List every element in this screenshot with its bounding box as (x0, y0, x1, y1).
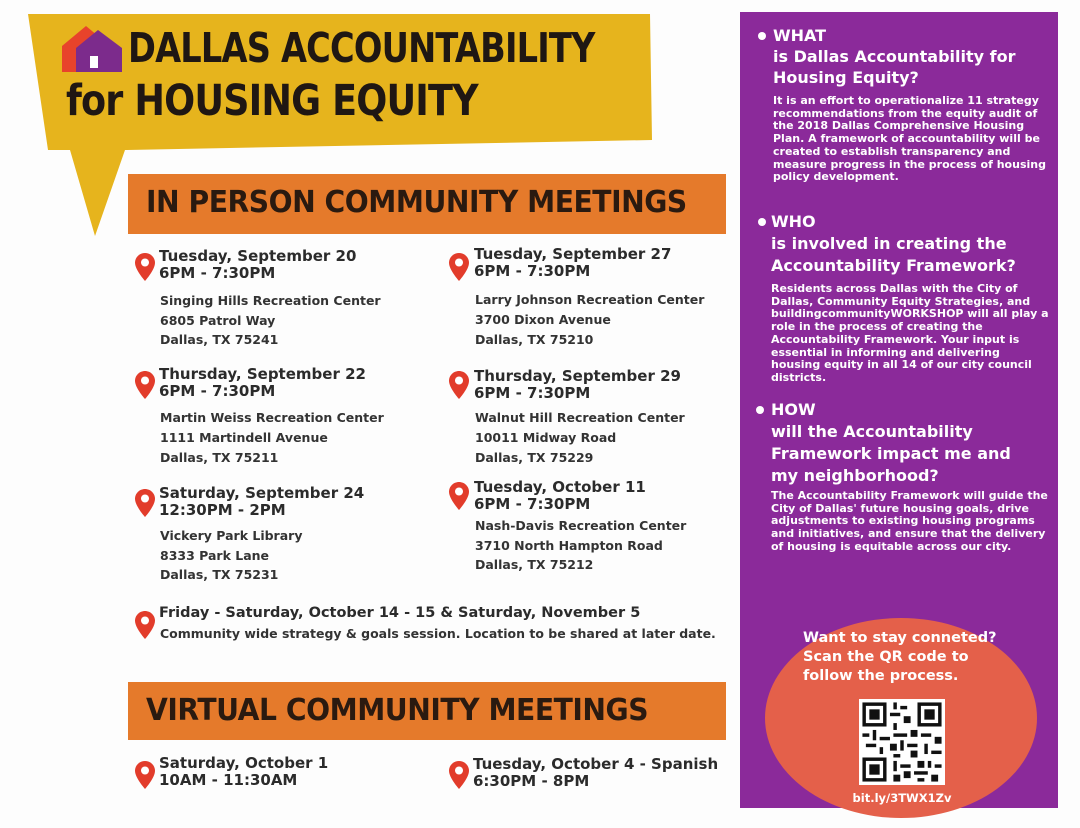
title-line-2: for HOUSING EQUITY (66, 76, 478, 126)
location-pin-icon (134, 610, 156, 640)
meeting-date: Thursday, September 29 (474, 367, 681, 385)
what-question-1: is Dallas Accountability for (773, 47, 1016, 66)
meeting-date: Tuesday, October 11 (474, 478, 646, 496)
meeting-time: 12:30PM - 2PM (159, 501, 286, 519)
bullet-icon (758, 32, 766, 40)
meeting-location: Nash-Davis Recreation Center (475, 518, 687, 533)
meeting-time: 6PM - 7:30PM (474, 262, 591, 280)
virtual-heading-text: VIRTUAL COMMUNITY MEETINGS (146, 693, 649, 728)
who-answer: Residents across Dallas with the City of Dallas, Community Equity Strategies, and buildingcommunityWORKSHOP will all play a role in the process of creating the Accountability Framework. Your input is essential in informing and delivering housing equity in all 14 of our city council districts. (771, 282, 1049, 384)
location-pin-icon (448, 481, 470, 511)
who-question-2: Accountability Framework? (771, 256, 1016, 275)
meeting-city: Dallas, TX 75210 (475, 332, 594, 347)
in-person-heading-text: IN PERSON COMMUNITY MEETINGS (146, 185, 687, 220)
bullet-icon (758, 218, 766, 226)
how-question-1: will the Accountability (771, 422, 973, 441)
qr-code-icon[interactable] (859, 699, 945, 785)
virtual-heading (128, 682, 726, 740)
meeting-time: 6:30PM - 8PM (473, 772, 590, 790)
meeting-date: Tuesday, October 4 - Spanish (473, 755, 719, 773)
cta-text: Want to stay conneted? Scan the QR code to follow the process. (803, 630, 997, 684)
house-icon (60, 22, 124, 76)
how-answer: The Accountability Framework will guide the City of Dallas' future housing goals, drive adjustments to existing housing programs and initiatives, and ensure that the delivery of housing is equitable across our city. (771, 489, 1048, 553)
meeting-city: Dallas, TX 75211 (160, 450, 279, 465)
short-url-link[interactable]: bit.ly/3TWX1Zv (852, 791, 952, 805)
meeting-date: Saturday, October 1 (159, 754, 329, 772)
meeting-time: 6PM - 7:30PM (159, 382, 276, 400)
meeting-location: Singing Hills Recreation Center (160, 293, 381, 308)
meeting-city: Dallas, TX 75231 (160, 567, 279, 582)
how-question-2: Framework impact me and (771, 444, 1011, 463)
session-description: Community wide strategy & goals session. Location to be shared at later date. (160, 626, 716, 641)
meeting-date: Saturday, September 24 (159, 484, 365, 502)
meeting-street: 3710 North Hampton Road (475, 538, 663, 553)
meeting-street: 10011 Midway Road (475, 430, 617, 445)
meeting-location: Vickery Park Library (160, 528, 303, 543)
how-question-3: my neighborhood? (771, 466, 939, 485)
what-question-2: Housing Equity? (773, 68, 919, 87)
location-pin-icon (448, 252, 470, 282)
location-pin-icon (448, 760, 470, 790)
location-pin-icon (448, 370, 470, 400)
title-line-1: DALLAS ACCOUNTABILITY (128, 24, 595, 72)
meeting-location: Larry Johnson Recreation Center (475, 292, 705, 307)
how-label: HOW (771, 400, 816, 419)
in-person-heading (128, 174, 726, 234)
meeting-city: Dallas, TX 75241 (160, 332, 279, 347)
meeting-date: Thursday, September 22 (159, 365, 366, 383)
meeting-time: 6PM - 7:30PM (159, 264, 276, 282)
meeting-date: Tuesday, September 20 (159, 247, 357, 265)
meeting-city: Dallas, TX 75229 (475, 450, 594, 465)
location-pin-icon (134, 760, 156, 790)
what-answer: It is an effort to operationalize 11 strategy recommendations from the equity audit of the 2018 Dallas Comprehensive Housing Plan. A framework of accountability will be created to establish transparency and measure progress in the process of housing policy development. (773, 94, 1046, 184)
meeting-location: Martin Weiss Recreation Center (160, 410, 384, 425)
meeting-time: 10AM - 11:30AM (159, 771, 298, 789)
meeting-location: Walnut Hill Recreation Center (475, 410, 685, 425)
meeting-time: 6PM - 7:30PM (474, 495, 591, 513)
meeting-street: 3700 Dixon Avenue (475, 312, 611, 327)
who-question-1: is involved in creating the (771, 234, 1007, 253)
meeting-city: Dallas, TX 75212 (475, 557, 594, 572)
location-pin-icon (134, 370, 156, 400)
meeting-time: 6PM - 7:30PM (474, 384, 591, 402)
location-pin-icon (134, 252, 156, 282)
bullet-icon (756, 406, 764, 414)
what-label: WHAT (773, 26, 827, 45)
location-pin-icon (134, 488, 156, 518)
session-date: Friday - Saturday, October 14 - 15 & Saturday, November 5 (159, 605, 641, 621)
meeting-date: Tuesday, September 27 (474, 245, 672, 263)
who-label: WHO (771, 212, 816, 231)
meeting-street: 6805 Patrol Way (160, 313, 276, 328)
meeting-street: 1111 Martindell Avenue (160, 430, 328, 445)
meeting-street: 8333 Park Lane (160, 548, 270, 563)
